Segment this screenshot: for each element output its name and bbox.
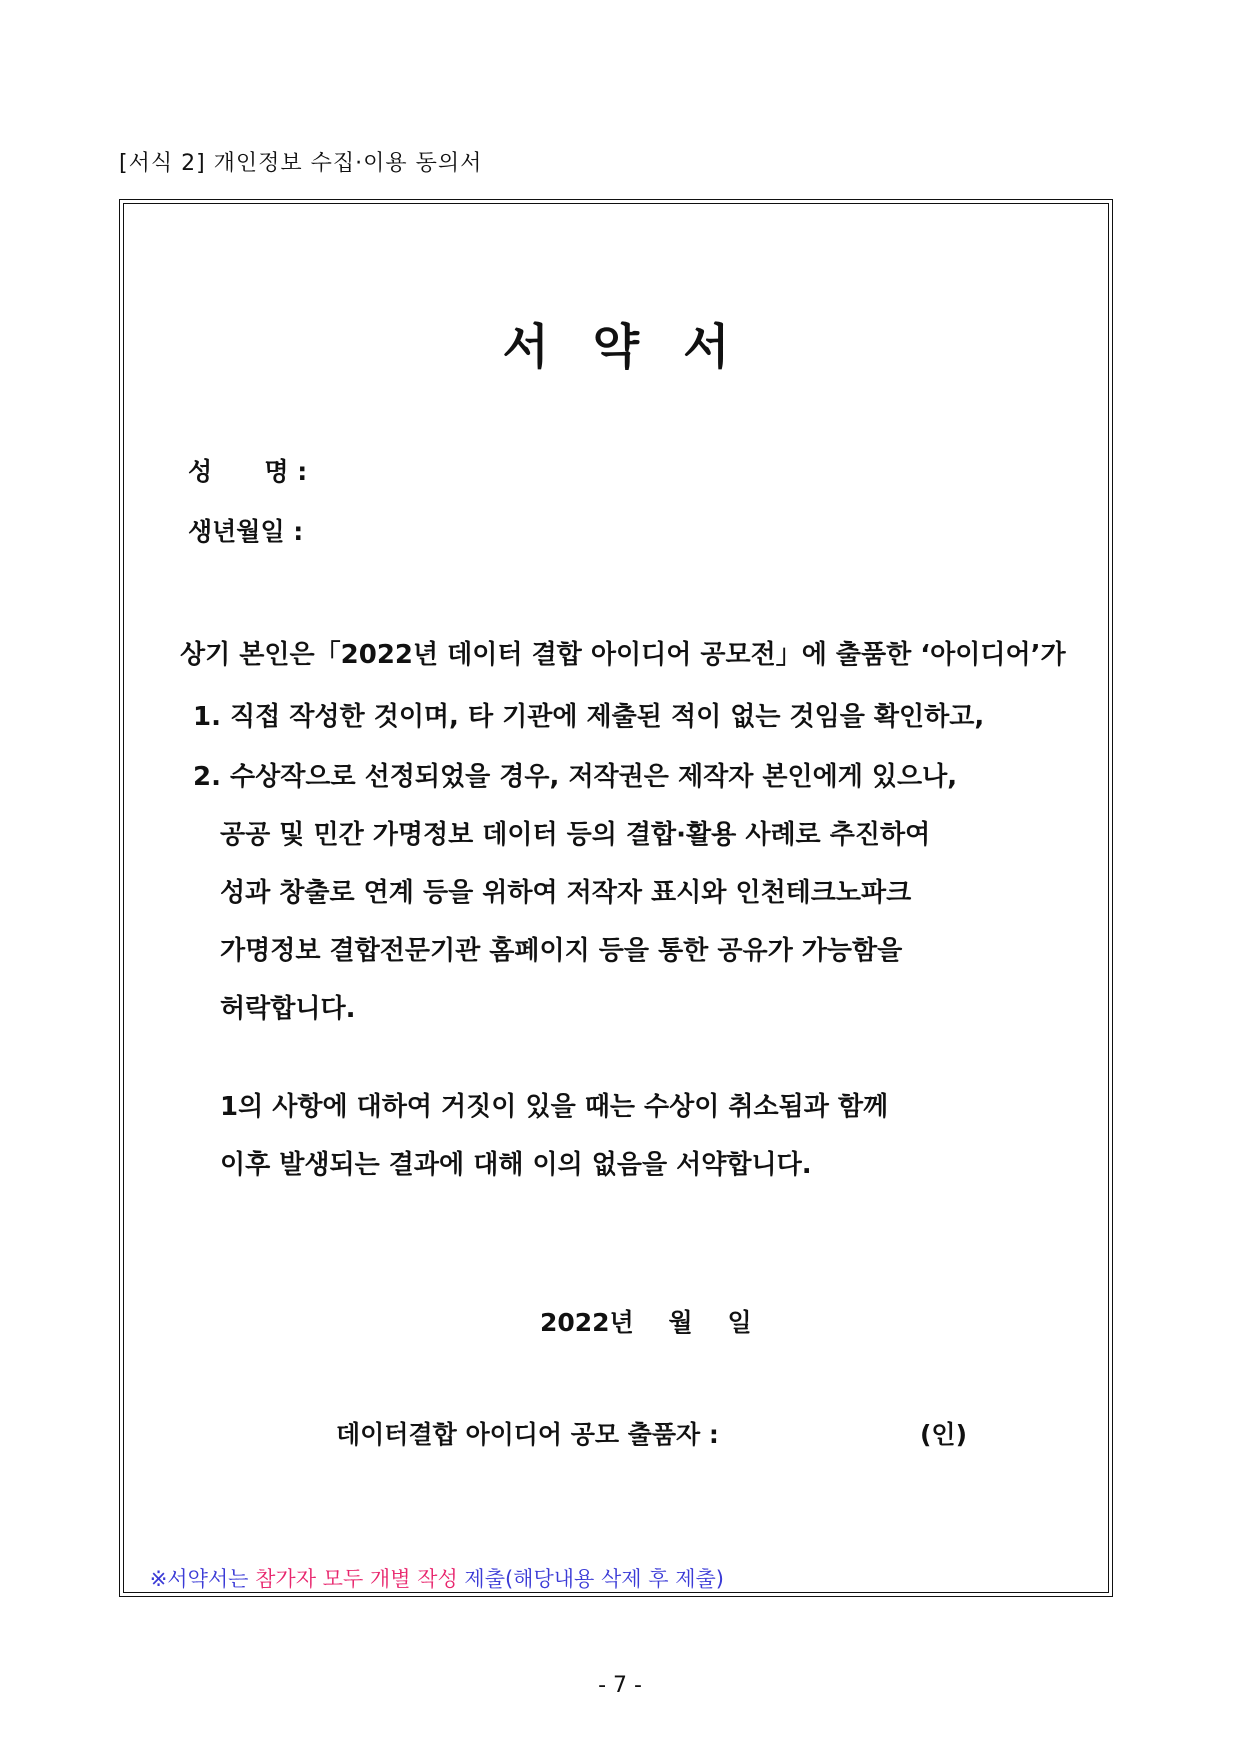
birthdate-field-label: 생년월일 : (188, 517, 304, 546)
clause-2-line-5: 허락합니다. (220, 994, 356, 1024)
page-number: - 7 - (598, 1673, 642, 1698)
clause-2-line-2: 공공 및 민간 가명정보 데이터 등의 결합·활용 사례로 추진하여 (220, 820, 931, 850)
name-field-label: 성 명 : (188, 457, 308, 486)
signer-label: 데이터결합 아이디어 공모 출품자 : (336, 1420, 719, 1449)
intro-text: 상기 본인은「2022년 데이터 결합 아이디어 공모전」에 출품한 ‘아이디어’가 (180, 640, 1066, 670)
note-part-1: ※서약서는 (149, 1567, 256, 1591)
pledge-form-box (119, 199, 1113, 1597)
note-part-2: 참가자 모두 개별 작성 (255, 1567, 458, 1591)
note-part-3: 제출(해당내용 삭제 후 제출) (457, 1567, 724, 1591)
seal-mark: (인) (920, 1420, 968, 1449)
clause-2-line-3: 성과 창출로 연계 등을 위하여 저작자 표시와 인천테크노파크 (220, 878, 912, 908)
pledge-line-2: 이후 발생되는 결과에 대해 이의 없음을 서약합니다. (220, 1150, 812, 1180)
document-title: 서약서 (502, 319, 774, 375)
form-label: [서식 2] 개인정보 수집·이용 동의서 (119, 151, 483, 176)
clause-2-line-1: 2. 수상작으로 선정되었을 경우, 저작권은 제작자 본인에게 있으나, (193, 762, 958, 792)
clause-2-line-4: 가명정보 결합전문기관 홈페이지 등을 통한 공유가 가능함을 (220, 936, 903, 966)
submission-note (123, 1539, 724, 1617)
clause-1: 1. 직접 작성한 것이며, 타 기관에 제출된 적이 없는 것임을 확인하고, (193, 702, 985, 732)
pledge-line-1: 1의 사항에 대하여 거짓이 있을 때는 수상이 취소됨과 함께 (220, 1092, 889, 1122)
date-line: 2022년 월 일 (540, 1308, 752, 1337)
